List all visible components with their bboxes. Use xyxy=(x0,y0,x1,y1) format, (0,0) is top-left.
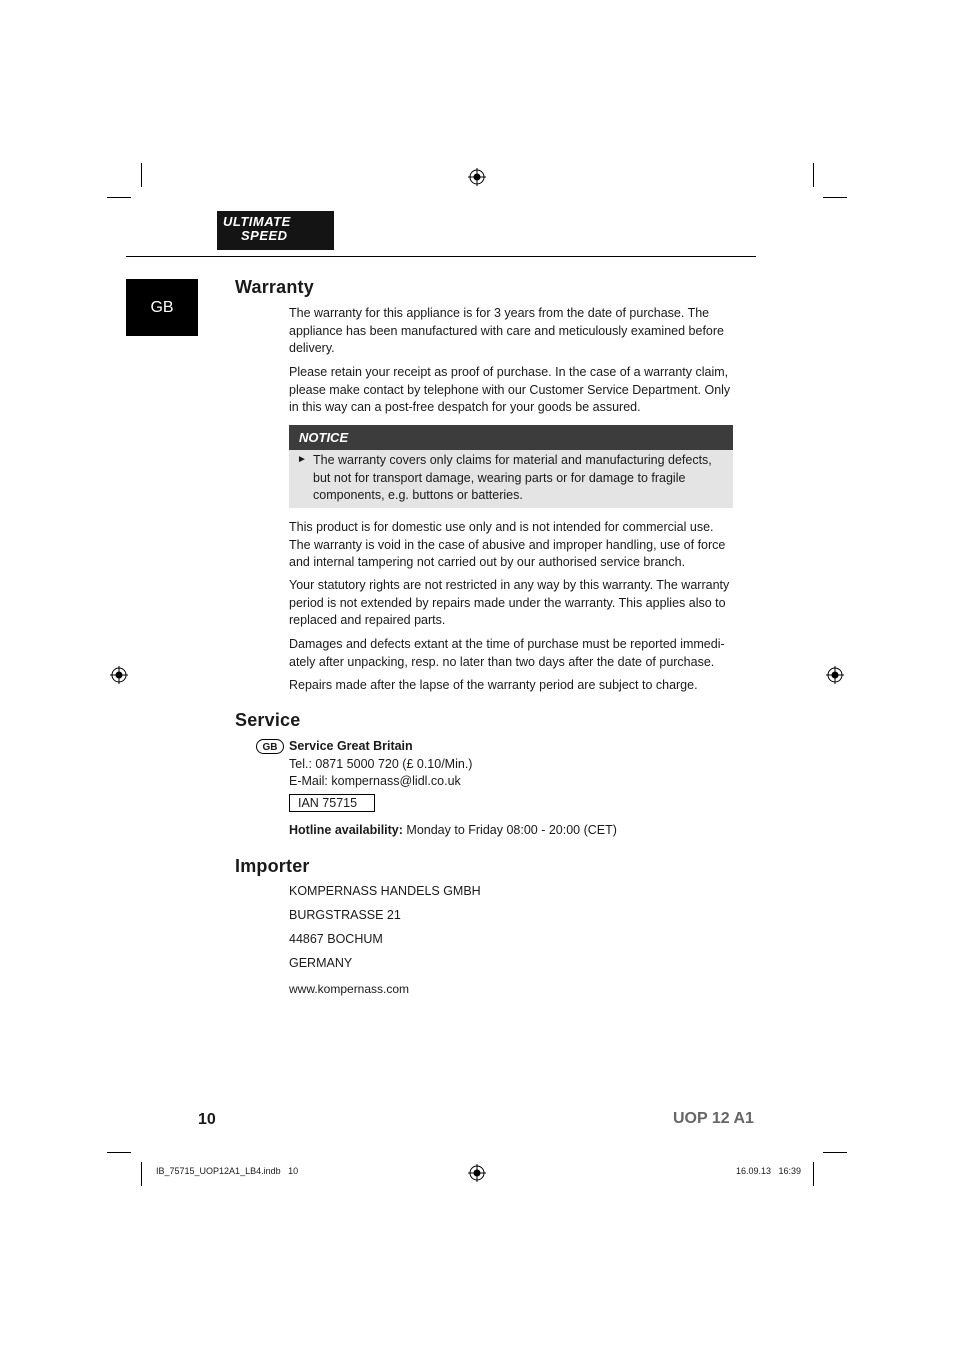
importer-heading: Importer xyxy=(235,856,310,876)
brand-logo xyxy=(217,211,334,250)
notice-title: NOTICE xyxy=(289,425,733,450)
print-datetime: 16.09.13 16:39 xyxy=(736,1166,802,1176)
service-email: E-Mail: kompernass@lidl.co.uk xyxy=(289,774,461,788)
crop-mark xyxy=(141,1162,142,1186)
importer-company: KOMPERNASS HANDELS GMBH xyxy=(289,884,481,898)
bullet-arrow-icon: ► xyxy=(297,454,307,465)
service-name: Service Great Britain xyxy=(289,739,413,753)
crop-mark xyxy=(813,1162,814,1186)
importer-website[interactable]: www.kompernass.com xyxy=(289,982,410,996)
notice-text: The warranty covers only claims for material and manufacturing defects, but not for transport damage, wearing parts or for damage to fragile components, e.g. buttons or batteries. xyxy=(313,453,712,502)
warranty-paragraph: Repairs made after the lapse of the warranty period are subject to charge. xyxy=(289,678,698,692)
crop-mark xyxy=(107,197,131,198)
registration-mark-icon xyxy=(468,1164,486,1182)
hotline-label: Hotline availability: xyxy=(289,823,403,837)
registration-mark-icon xyxy=(468,168,486,186)
importer-country: GERMANY xyxy=(289,956,353,970)
page-number: 10 xyxy=(198,1111,216,1128)
language-tab: GB xyxy=(126,279,198,336)
crop-mark xyxy=(823,1152,847,1153)
warranty-heading: Warranty xyxy=(235,277,314,297)
print-file-info: IB_75715_UOP12A1_LB4.indb 10 xyxy=(156,1166,299,1176)
hotline-line xyxy=(289,822,617,839)
service-phone: Tel.: 0871 5000 720 (£ 0.10/Min.) xyxy=(289,757,473,771)
importer-street: BURGSTRASSE 21 xyxy=(289,908,401,922)
crop-mark xyxy=(141,163,142,187)
registration-mark-icon xyxy=(826,666,844,684)
warranty-paragraph: The warranty for this appliance is for 3 years from the date of purchase. The appliance has been manufactured with care and meticulously examined before delivery. xyxy=(289,306,724,355)
ian-box: IAN 75715 xyxy=(289,794,375,812)
hotline-value: Monday to Friday 08:00 - 20:00 (CET) xyxy=(406,823,617,837)
importer-city: 44867 BOCHUM xyxy=(289,932,383,946)
model-number: UOP 12 A1 xyxy=(673,1110,754,1127)
warranty-paragraph: Your statutory rights are not restricted in any way by this warranty. The warranty period is not extended by repairs made under the warranty. This applies also to replaced and repaired parts. xyxy=(289,578,730,627)
registration-mark-icon xyxy=(110,666,128,684)
country-badge: GB xyxy=(256,739,284,754)
brand-logo-line1: ULTIMATE xyxy=(223,214,291,229)
warranty-paragraph: Damages and defects extant at the time of purchase must be reported immedi-ately after unpacking, resp. no later than two days after the date of purchase. xyxy=(289,637,725,669)
brand-logo-line2: SPEED xyxy=(241,228,288,243)
crop-mark xyxy=(823,197,847,198)
crop-mark xyxy=(107,1152,131,1153)
warranty-paragraph: Please retain your receipt as proof of purchase. In the case of a warranty claim, please make contact by telephone with our Customer Service Department. Only in this way can a post-free despatch for your goods be assured. xyxy=(289,365,731,414)
warranty-paragraph: This product is for domestic use only and is not intended for commercial use. The warranty is void in the case of abusive and improper handling, use of force and internal tampering not carried out by our authorised service branch. xyxy=(289,520,726,569)
header-rule xyxy=(126,256,756,257)
crop-mark xyxy=(813,163,814,187)
service-heading: Service xyxy=(235,710,301,730)
